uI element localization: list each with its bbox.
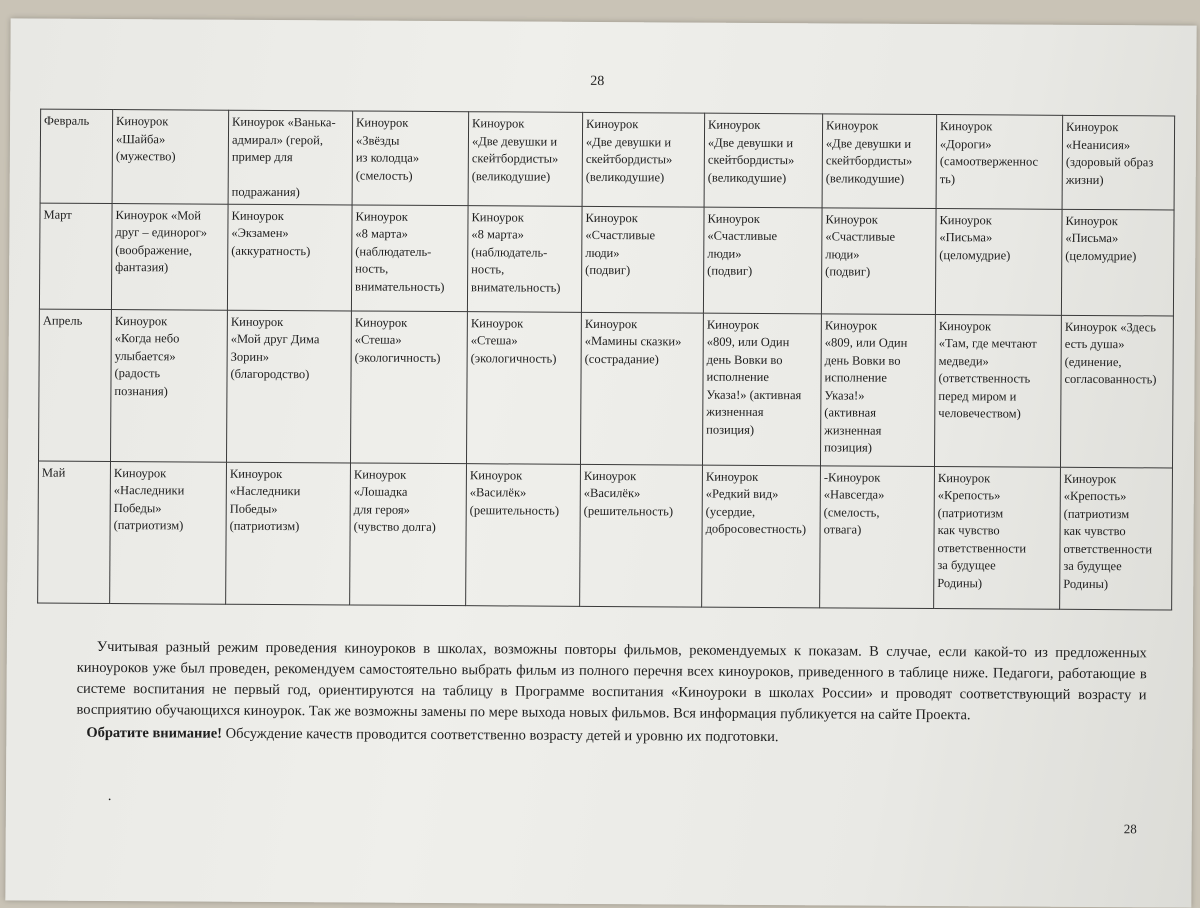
cell-line: «Крепость» bbox=[1063, 488, 1127, 504]
cell-line: Киноурок bbox=[1066, 119, 1119, 135]
cell-line: «809, или Один bbox=[824, 335, 908, 350]
cell-line: Киноурок bbox=[116, 114, 169, 129]
lesson-cell bbox=[822, 114, 937, 208]
cell-line: «Две девушки и bbox=[585, 134, 672, 149]
cell-line: согласованность) bbox=[1064, 371, 1157, 387]
cell-line: Киноурок bbox=[586, 116, 639, 132]
lesson-cell bbox=[1060, 467, 1173, 610]
cell-line: Родины) bbox=[937, 575, 983, 590]
lesson-cell bbox=[820, 313, 935, 466]
cell-line: «Василёк» bbox=[583, 485, 641, 501]
cell-line: Киноурок «Ванька- bbox=[232, 114, 336, 130]
lesson-cell bbox=[227, 310, 352, 463]
page-number-top: 28 bbox=[590, 73, 605, 90]
cell-line: ответственности bbox=[937, 540, 1027, 556]
cell-line: Киноурок bbox=[825, 211, 878, 227]
cell-line: «8 марта» bbox=[471, 227, 524, 242]
lesson-cell bbox=[111, 309, 228, 462]
page-number-bottom: 28 bbox=[1123, 821, 1137, 837]
cell-line: «Крепость» bbox=[937, 488, 1001, 503]
cell-line: (целомудрие) bbox=[1065, 248, 1137, 263]
cell-line: (воображение, bbox=[115, 242, 193, 257]
cell-line: «Навсегда» bbox=[823, 487, 885, 502]
lesson-cell bbox=[581, 206, 704, 313]
lesson-cell bbox=[1060, 315, 1173, 468]
cell-line: Киноурок bbox=[708, 117, 761, 132]
cell-line: исполнение bbox=[824, 370, 887, 385]
lesson-cell bbox=[112, 110, 229, 204]
cell-line: день Вовки во bbox=[706, 352, 783, 367]
cell-line: отвага) bbox=[823, 522, 862, 537]
cell-line: «Экзамен» bbox=[231, 225, 289, 241]
cell-line: добросовестность) bbox=[705, 521, 807, 537]
cell-line: (наблюдатель- bbox=[355, 243, 432, 259]
lesson-cell bbox=[466, 463, 581, 606]
lesson-cell bbox=[936, 115, 1063, 209]
cell-line: Киноурок bbox=[707, 211, 760, 226]
cell-line: как чувство bbox=[1063, 523, 1126, 539]
cell-line: «Мой друг Дима bbox=[230, 331, 320, 347]
cell-line: (единение, bbox=[1064, 354, 1122, 369]
table-row bbox=[39, 203, 1174, 316]
cell-line: «Две девушки и bbox=[707, 135, 794, 150]
lesson-cell bbox=[703, 207, 822, 314]
table-row bbox=[39, 309, 1174, 468]
cell-line: Киноурок bbox=[826, 118, 879, 133]
cell-line: Киноурок bbox=[229, 466, 283, 481]
cell-line: Киноурок bbox=[583, 468, 637, 483]
cell-line: Киноурок bbox=[230, 314, 284, 329]
cell-line: друг – единорог» bbox=[115, 225, 208, 240]
cell-line: Киноурок «Здесь bbox=[1064, 319, 1156, 334]
cell-line: медведи» bbox=[938, 353, 989, 368]
cell-line: (благородство) bbox=[230, 366, 310, 382]
cell-line: (великодушие) bbox=[471, 168, 551, 184]
lesson-cell bbox=[582, 112, 705, 206]
cell-line: Киноурок bbox=[705, 469, 759, 484]
lesson-cell bbox=[821, 207, 936, 314]
cell-line: (здоровый образ bbox=[1065, 154, 1154, 170]
cell-line: Победы» bbox=[229, 501, 278, 516]
cell-line: «Там, где мечтают bbox=[938, 336, 1037, 351]
lesson-cell bbox=[110, 461, 227, 604]
cell-line: «8 марта» bbox=[355, 226, 408, 241]
month-cell: Май bbox=[38, 461, 111, 603]
cell-line: улыбается» bbox=[114, 348, 176, 363]
cell-line: есть душа» bbox=[1064, 336, 1125, 352]
cell-line: Киноурок bbox=[469, 467, 523, 483]
cell-line: «Шайба» bbox=[115, 131, 166, 146]
cell-line: «Неанисия» bbox=[1065, 137, 1131, 152]
cell-line: внимательность) bbox=[355, 278, 445, 294]
cell-line: жизненная bbox=[824, 422, 882, 438]
lesson-cell bbox=[820, 465, 935, 608]
cell-line: «Редкий вид» bbox=[705, 486, 779, 502]
lesson-cell bbox=[351, 204, 468, 311]
cell-line: перед миром и bbox=[938, 388, 1017, 404]
cell-line: (великодушие) bbox=[707, 170, 787, 185]
cell-line: ть) bbox=[939, 171, 956, 186]
lesson-cell bbox=[227, 204, 352, 311]
cell-line: Киноурок bbox=[472, 116, 525, 131]
document-page bbox=[5, 18, 1196, 907]
cell-line: «Счастливые bbox=[585, 227, 656, 243]
cell-line: (патриотизм bbox=[1063, 506, 1130, 521]
cell-line: Киноурок bbox=[706, 317, 760, 332]
cell-line: (аккуратность) bbox=[231, 243, 311, 258]
cell-line: люди» bbox=[707, 246, 742, 261]
cell-line: «Счастливые bbox=[707, 228, 778, 244]
cell-line: (самоотверженнос bbox=[939, 154, 1039, 169]
cell-line: (подвиг) bbox=[707, 263, 753, 278]
cell-line bbox=[232, 166, 350, 184]
cell-line: Киноурок bbox=[937, 470, 991, 485]
cell-line: подражания) bbox=[231, 184, 300, 200]
cell-line: ответственности bbox=[1063, 541, 1153, 556]
attention-label: Обратите внимание! bbox=[86, 724, 223, 742]
cell-line: (наблюдатель- bbox=[471, 244, 548, 260]
cell-line: скейтбордисты» bbox=[585, 151, 673, 167]
cell-line: Киноурок bbox=[940, 119, 993, 134]
lesson-cell bbox=[466, 311, 581, 464]
cell-line: «Мамины сказки» bbox=[584, 333, 682, 349]
cell-line: Киноурок bbox=[114, 313, 168, 328]
cell-line: позиция) bbox=[706, 422, 755, 437]
lesson-cell bbox=[702, 313, 821, 466]
lesson-cell bbox=[350, 310, 467, 463]
cell-line: Киноурок bbox=[354, 314, 408, 330]
cell-line: познания) bbox=[114, 383, 168, 398]
lesson-cell bbox=[702, 465, 821, 608]
cell-line: Киноурок bbox=[470, 315, 524, 331]
cell-line: Киноурок bbox=[824, 317, 878, 333]
cell-line: как чувство bbox=[937, 523, 1000, 538]
cell-line: (решительность) bbox=[583, 503, 674, 518]
cell-line: (ответственность bbox=[938, 371, 1031, 386]
cell-line: (подвиг) bbox=[825, 264, 871, 279]
cell-line: скейтбордисты» bbox=[471, 151, 559, 166]
cell-line: «Василёк» bbox=[469, 485, 527, 500]
cell-line: (чувство долга) bbox=[353, 519, 436, 534]
cell-line: внимательность) bbox=[471, 279, 561, 295]
cell-line: жизни) bbox=[1065, 172, 1104, 187]
info-paragraph: Учитывая разный режим проведения киноуроков в школах, возможны повторы фильмов, рекомендуемых к показам. В случае, если какой-то из предложенных киноуроков уже был проведен, рекомендуем самостоятельно выбрать фильм из полного перечня всех киноуроков, приведенного в таблице ниже. Педагоги, работающие в системе воспитания не первый год, ориентируются на таблицу в Программе воспитания «Киноуроки в школах России» и проводят соответствующий возрасту и восприятию обучающихся киноурок. Так же возможны замены по мере выхода новых фильмов. Вся информация публикуется на сайте Проекта. bbox=[76, 638, 1147, 724]
cell-line: Указа!» (активная bbox=[706, 387, 802, 402]
cell-line: ность, bbox=[471, 262, 505, 277]
cell-line: «Счастливые bbox=[825, 229, 896, 244]
cell-line: -Киноурок bbox=[823, 469, 881, 485]
cell-line: (радость bbox=[114, 366, 161, 381]
table-row bbox=[40, 109, 1175, 209]
kinourok-schedule-table bbox=[37, 109, 1175, 610]
cell-line: (сострадание) bbox=[584, 351, 659, 366]
cell-line: «Наследники bbox=[229, 483, 301, 499]
cell-line: исполнение bbox=[706, 369, 769, 385]
cell-line: «Письма» bbox=[1065, 230, 1119, 246]
cell-line: (смелость) bbox=[355, 167, 413, 183]
cell-line: из колодца» bbox=[355, 150, 420, 165]
cell-line: люди» bbox=[825, 246, 860, 262]
cell-line: за будущее bbox=[1063, 558, 1122, 574]
cell-line: (экологичность) bbox=[470, 350, 557, 366]
attention-note bbox=[76, 723, 1146, 751]
cell-line: (великодушие) bbox=[825, 170, 905, 186]
lesson-cell bbox=[228, 110, 353, 204]
lesson-cell bbox=[1062, 115, 1175, 209]
cell-line: (мужество) bbox=[115, 149, 176, 164]
cell-line: адмирал» (герой, bbox=[231, 132, 324, 147]
cell-line: Киноурок bbox=[1063, 471, 1117, 486]
cell-line: человечеством) bbox=[938, 406, 1021, 421]
lesson-cell bbox=[226, 462, 351, 605]
cell-line: пример для bbox=[231, 149, 293, 165]
cell-line: Киноурок bbox=[939, 212, 992, 227]
cell-line: (патриотизм) bbox=[229, 518, 300, 534]
cell-line: день Вовки во bbox=[824, 352, 901, 368]
cell-line: Киноурок bbox=[231, 208, 284, 223]
cell-line: (подвиг) bbox=[585, 262, 631, 278]
cell-line: Киноурок bbox=[353, 466, 407, 482]
lesson-cell bbox=[467, 205, 582, 312]
cell-line: (патриотизм bbox=[937, 505, 1004, 520]
cell-line: Киноурок bbox=[584, 316, 638, 331]
cell-line: для героя» bbox=[353, 501, 411, 517]
cell-line: «Письма» bbox=[939, 230, 993, 245]
lesson-cell bbox=[934, 314, 1061, 467]
lesson-cell bbox=[580, 464, 703, 607]
cell-line: Киноурок bbox=[938, 318, 992, 333]
cell-line: (смелость, bbox=[823, 504, 880, 520]
cell-line: скейтбордисты» bbox=[707, 152, 795, 168]
lesson-cell bbox=[704, 113, 823, 207]
cell-line: (активная bbox=[824, 405, 877, 420]
cell-line: люди» bbox=[585, 245, 620, 260]
cell-line: «Стеша» bbox=[470, 333, 518, 348]
cell-line: «Дороги» bbox=[939, 136, 992, 151]
lesson-cell bbox=[350, 462, 467, 605]
cell-line: (патриотизм) bbox=[113, 518, 184, 533]
intro-text bbox=[76, 637, 1147, 751]
lesson-cell bbox=[935, 208, 1062, 315]
cell-line: Киноурок bbox=[471, 209, 524, 225]
attention-text: Обсуждение качеств проводится соответственно возрасту детей и уровню их подготовки. bbox=[221, 725, 779, 746]
cell-line: за будущее bbox=[937, 558, 996, 573]
cell-line: Киноурок bbox=[355, 208, 408, 224]
cell-line: Родины) bbox=[1063, 576, 1109, 591]
cell-line: Киноурок bbox=[356, 115, 409, 130]
cell-line: позиция) bbox=[824, 440, 873, 455]
table-row bbox=[38, 461, 1173, 610]
cell-line: «Наследники bbox=[113, 483, 185, 498]
cell-line: «Стеша» bbox=[354, 332, 402, 347]
cell-line: Указа!» bbox=[824, 387, 865, 403]
month-cell: Апрель bbox=[39, 309, 112, 461]
cell-line: Зорин» bbox=[230, 349, 270, 364]
cell-line: «Когда небо bbox=[114, 331, 180, 346]
cell-line: (целомудрие) bbox=[939, 247, 1011, 262]
cell-line: Киноурок bbox=[585, 210, 638, 225]
cell-line: Киноурок bbox=[1065, 213, 1118, 228]
cell-line: жизненная bbox=[706, 404, 764, 419]
cell-line: «Две девушки и bbox=[471, 133, 558, 149]
lesson-cell bbox=[580, 312, 703, 465]
cell-line: Киноурок «Мой bbox=[115, 207, 201, 223]
cell-line: скейтбордисты» bbox=[825, 153, 913, 168]
cell-line: «809, или Один bbox=[706, 334, 790, 350]
cell-line: ность, bbox=[355, 261, 389, 276]
cell-line: «Звёзды bbox=[355, 132, 400, 148]
cell-line: (усердие, bbox=[705, 504, 756, 519]
lesson-cell bbox=[111, 203, 228, 310]
cell-line: Киноурок bbox=[113, 465, 167, 480]
month-cell: Март bbox=[39, 203, 112, 309]
cell-line: фантазия) bbox=[115, 260, 169, 275]
cell-line: (экологичность) bbox=[354, 349, 441, 365]
stray-dot: . bbox=[107, 788, 112, 805]
cell-line: «Две девушки и bbox=[825, 135, 912, 151]
cell-line: «Лошадка bbox=[353, 484, 408, 499]
cell-line: Победы» bbox=[113, 500, 162, 515]
lesson-cell bbox=[934, 466, 1061, 609]
cell-line: (великодушие) bbox=[585, 169, 665, 184]
lesson-cell bbox=[1061, 209, 1174, 316]
lesson-cell bbox=[352, 111, 469, 205]
cell-line: (решительность) bbox=[469, 502, 560, 518]
month-cell: Февраль bbox=[40, 109, 113, 203]
lesson-cell bbox=[468, 112, 583, 206]
